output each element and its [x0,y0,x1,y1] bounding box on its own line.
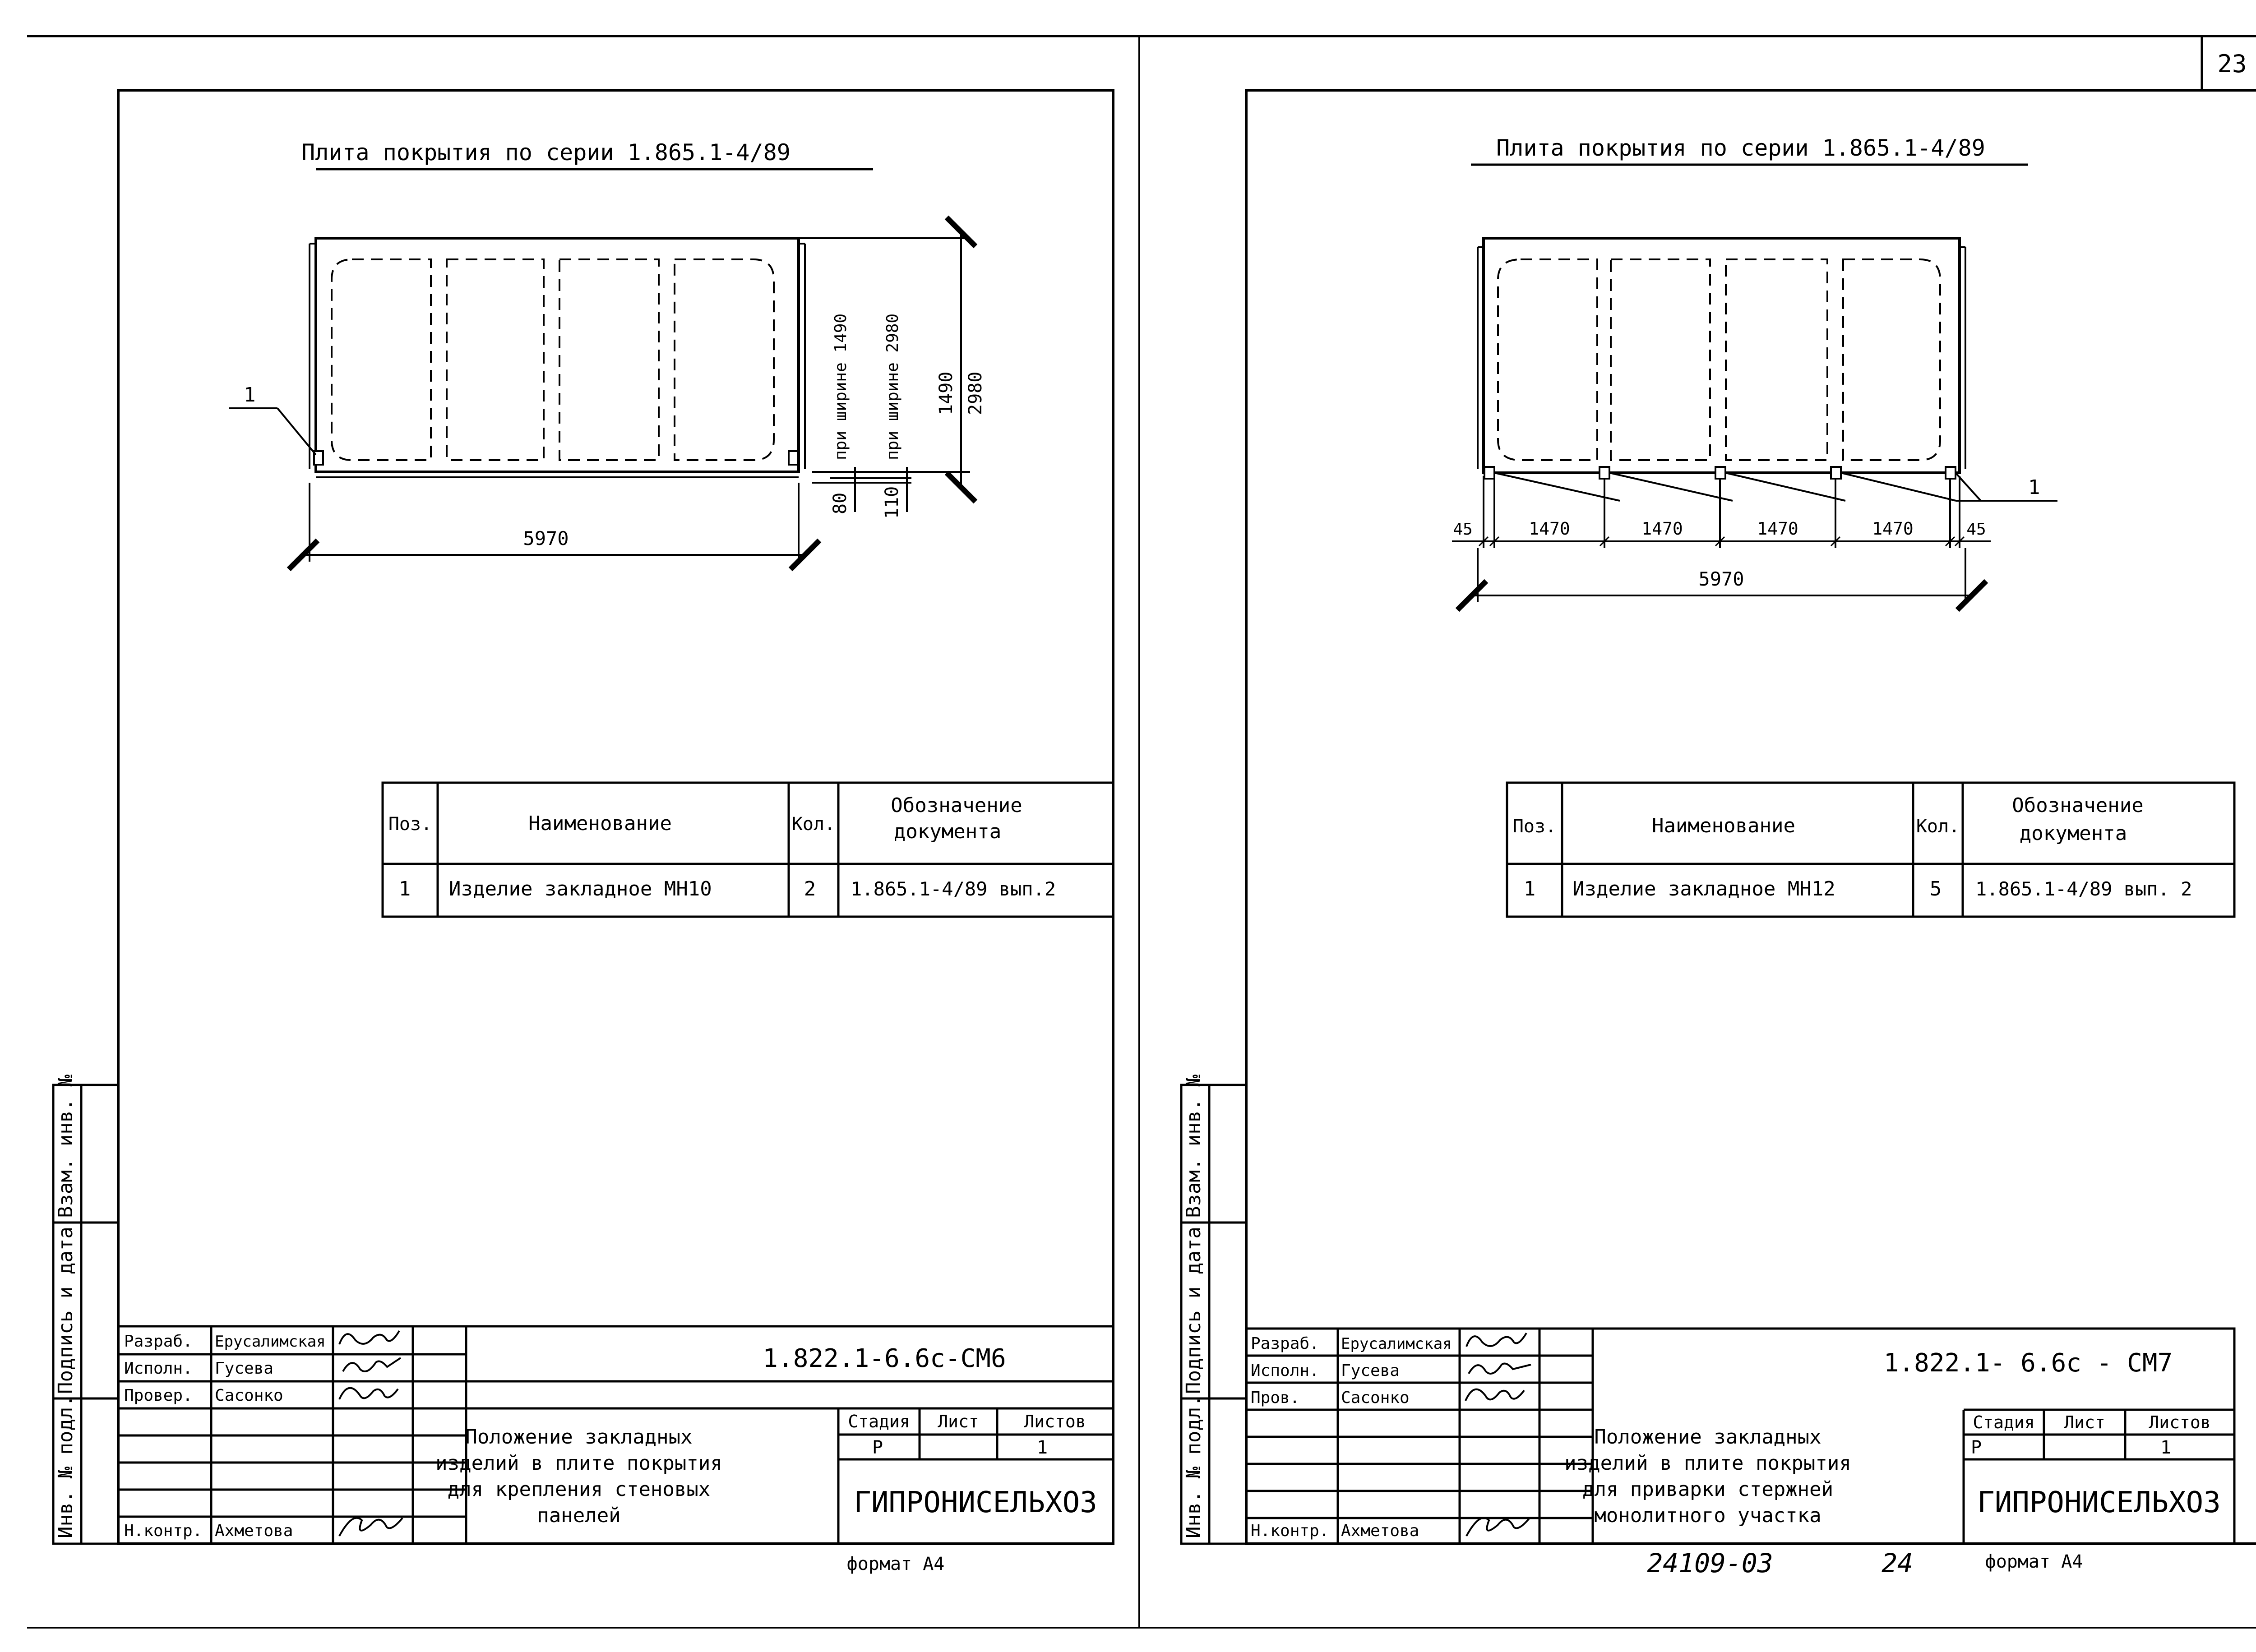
name-2: Сасонко [215,1386,283,1405]
dim-note-2980: при ширине 2980 [883,313,902,460]
doc-code: 1.822.1-6.6с-СМ6 [763,1344,1006,1373]
desc-3: монолитного участка [1594,1504,1821,1527]
slab-cells [1498,259,1940,460]
role-1: Исполн. [1251,1361,1319,1380]
sheets-label: Листов [1024,1412,1086,1431]
left-title-block [118,1326,1113,1544]
left-spec-table [383,783,1113,917]
col-doc-2: документа [2019,822,2127,845]
name-3: Ахметова [215,1522,293,1540]
leader-lines [1494,473,2057,501]
side-stamp-inv: Инв. № подл. [54,1395,77,1538]
desc-2: для приварки стержней [1582,1478,1834,1501]
sheet-label: Лист [938,1412,979,1431]
dim-length [303,483,805,562]
col-doc: Обозначение [891,794,1022,817]
dim-1490: 1490 [936,371,957,415]
name-0: Ерусалимская [1341,1335,1452,1353]
signatures [339,1331,402,1536]
row-doc: 1.865.1-4/89 вып.2 [851,878,1056,900]
plan-title: Плита покрытия по серии 1.865.1-4/89 [301,139,791,166]
org-name: ГИПРОНИСЕЛЬХОЗ [1977,1486,2221,1519]
sheets-value: 1 [1036,1437,1048,1458]
role-1: Исполн. [124,1359,193,1378]
col-qty: Кол. [1916,816,1960,837]
right-spec-table [1507,783,2234,917]
dim-edge-left: 45 [1453,520,1473,539]
row-pos: 1 [1523,877,1536,900]
right-plan [1452,135,2057,602]
side-stamp-inv: Инв. № подл. [1182,1395,1205,1538]
dim-length-label: 5970 [1698,568,1744,590]
plan-title: Плита покрытия по серии 1.865.1-4/89 [1496,135,1985,161]
archive-page: 24 [1882,1548,1913,1578]
role-2: Пров. [1251,1389,1300,1407]
name-3: Ахметова [1341,1522,1419,1540]
row-qty: 5 [1929,877,1942,900]
leader-label: 1 [2028,476,2040,499]
name-1: Гусева [1341,1361,1400,1380]
stage-label: Стадия [848,1412,910,1431]
role-0: Разраб. [124,1332,193,1351]
row-doc: 1.865.1-4/89 вып. 2 [1975,878,2192,900]
leader-line [229,408,316,455]
right-title-block [1246,1329,2234,1544]
stage-label: Стадия [1973,1412,2035,1432]
role-2: Провер. [124,1386,193,1405]
embedded-item-mn10 [314,451,798,465]
desc-3: панелей [537,1504,621,1527]
row-pos: 1 [398,877,411,900]
side-stamp-vzam: Взам. инв. № [54,1075,77,1218]
desc-0: Положение закладных [1594,1426,1821,1449]
page-number: 23 [2217,50,2247,78]
side-stamp-vzam: Взам. инв. № [1182,1075,1205,1218]
col-qty: Кол. [791,814,836,835]
dim-span-2: 1470 [1641,519,1683,539]
col-doc: Обозначение [2012,794,2144,817]
format-label: формат А4 [846,1554,945,1574]
slab-cells [332,259,774,460]
col-name: Наименование [528,812,672,835]
dim-note-1490: при ширине 1490 [832,313,850,460]
sheets-value: 1 [2160,1437,2172,1458]
role-0: Разраб. [1251,1334,1319,1353]
org-name: ГИПРОНИСЕЛЬХОЗ [854,1486,1097,1519]
dim-length-label: 5970 [523,527,569,549]
dim-80: 80 [830,492,851,514]
signatures [1465,1333,1531,1536]
stage-value: Р [1970,1437,1982,1458]
col-pos: Поз. [1512,816,1557,837]
dim-2980: 2980 [965,371,986,415]
col-pos: Поз. [388,814,432,835]
desc-2: для крепления стеновых [447,1478,711,1501]
slab-outline [1478,238,1965,473]
desc-1: изделий в плите покрытия [1564,1452,1851,1475]
role-3: Н.контр. [124,1522,203,1540]
dim-span-3: 1470 [1757,519,1798,539]
col-doc-2: документа [893,820,1002,843]
side-stamp-sign: Подпись и дата [54,1227,77,1394]
dim-110: 110 [882,486,902,519]
side-stamp-sign: Подпись и дата [1182,1227,1205,1394]
slab-outline [310,238,805,477]
archive-code: 24109-03 [1647,1548,1773,1578]
col-name: Наименование [1652,814,1795,837]
sheet-label: Лист [2064,1412,2105,1432]
dim-span-4: 1470 [1872,519,1914,539]
row-name: Изделие закладное МН12 [1572,877,1835,900]
name-0: Ерусалимская [215,1333,326,1351]
row-name: Изделие закладное МН10 [449,877,712,900]
format-label: формат А4 [1985,1551,2083,1572]
dim-span-1: 1470 [1529,519,1570,539]
name-2: Сасонко [1341,1389,1410,1407]
role-3: Н.контр. [1251,1522,1329,1540]
desc-1: изделий в плите покрытия [435,1452,722,1475]
leader-label: 1 [244,383,256,406]
stage-value: Р [872,1437,883,1458]
row-qty: 2 [804,877,816,900]
dim-edge-right: 45 [1966,520,1986,539]
doc-code: 1.822.1- 6.6с - СМ7 [1883,1348,2173,1378]
sheets-label: Листов [2149,1412,2211,1432]
name-1: Гусева [215,1359,274,1378]
left-plan [229,139,986,562]
desc-0: Положение закладных [465,1426,693,1449]
